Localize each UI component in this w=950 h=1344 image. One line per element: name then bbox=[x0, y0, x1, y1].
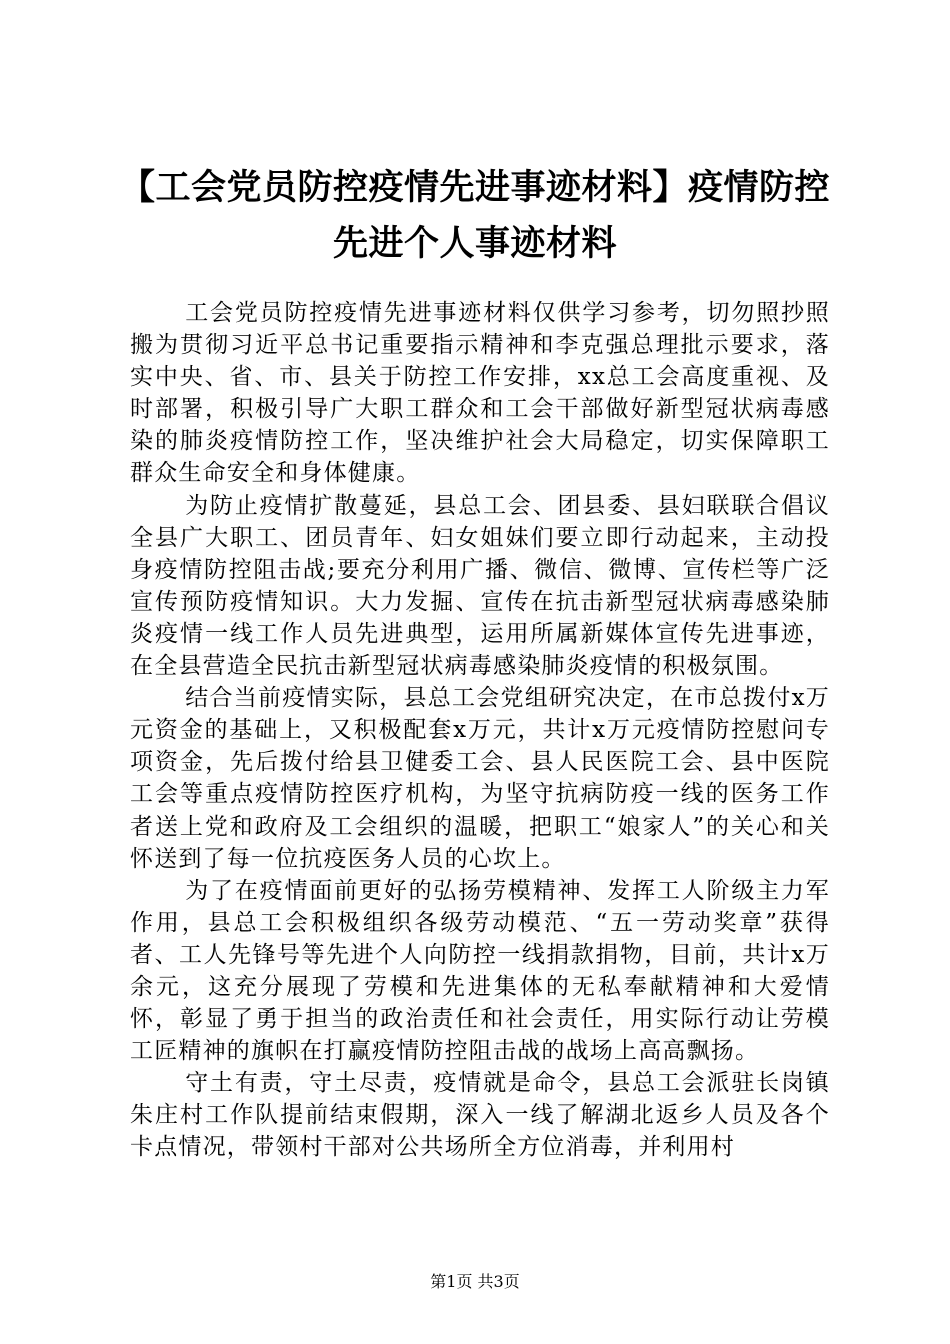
paragraph: 工会党员防控疫情先进事迹材料仅供学习参考，切勿照抄照搬为贯彻习近平总书记重要指示精神和李克强总理批示要求，落实中央、省、市、县关于防控工作安排，xx总工会高度重视、及时部署，积极引导广大职工群众和工会干部做好新型冠状病毒感染的肺炎疫情防控工作，坚决维护社会大局稳定，切实保障职工群众生命安全和身体健康。 bbox=[130, 300, 830, 487]
document-title bbox=[110, 160, 840, 272]
paragraph: 结合当前疫情实际，县总工会党组研究决定，在市总拨付x万元资金的基础上，又积极配套x万元，共计x万元疫情防控慰问专项资金，先后拨付给县卫健委工会、县人民医院工会、县中医院工会等重点疫情防控医疗机构，为坚守抗病防疫一线的医务工作者送上党和政府及工会组织的温暖，把职工“娘家人”的关心和关怀送到了每一位抗疫医务人员的心坎上。 bbox=[130, 685, 830, 872]
page-number-footer: 第1页 共3页 bbox=[430, 1272, 520, 1291]
paragraph: 为了在疫情面前更好的弘扬劳模精神、发挥工人阶级主力军作用，县总工会积极组织各级劳动模范、“五一劳动奖章”获得者、工人先锋号等先进个人向防控一线捐款捐物，目前，共计x万余元，这充分展现了劳模和先进集体的无私奉献精神和大爱情怀，彰显了勇于担当的政治责任和社会责任，用实际行动让劳模工匠精神的旗帜在打赢疫情防控阻击战的战场上高高飘扬。 bbox=[130, 877, 830, 1065]
paragraph: 为防止疫情扩散蔓延，县总工会、团县委、县妇联联合倡议全县广大职工、团员青年、妇女姐妹们要立即行动起来，主动投身疫情防控阻击战;要充分利用广播、微信、微博、宣传栏等广泛宣传预防疫情知识。大力发掘、宣传在抗击新型冠状病毒感染肺炎疫情一线工作人员先进典型，运用所属新媒体宣传先进事迹，在全县营造全民抗击新型冠状病毒感染肺炎疫情的积极氛围。 bbox=[130, 492, 830, 680]
paragraph: 守土有责，守土尽责，疫情就是命令，县总工会派驻长岗镇朱庄村工作队提前结束假期，深入一线了解湖北返乡人员及各个卡点情况，带领村干部对公共场所全方位消毒，并利用村 bbox=[130, 1070, 830, 1161]
title-line-2: 先进个人事迹材料 bbox=[332, 223, 617, 264]
document-body bbox=[130, 297, 830, 1164]
title-line-1: 【工会党员防控疫情先进事迹材料】疫情防控 bbox=[119, 167, 830, 208]
